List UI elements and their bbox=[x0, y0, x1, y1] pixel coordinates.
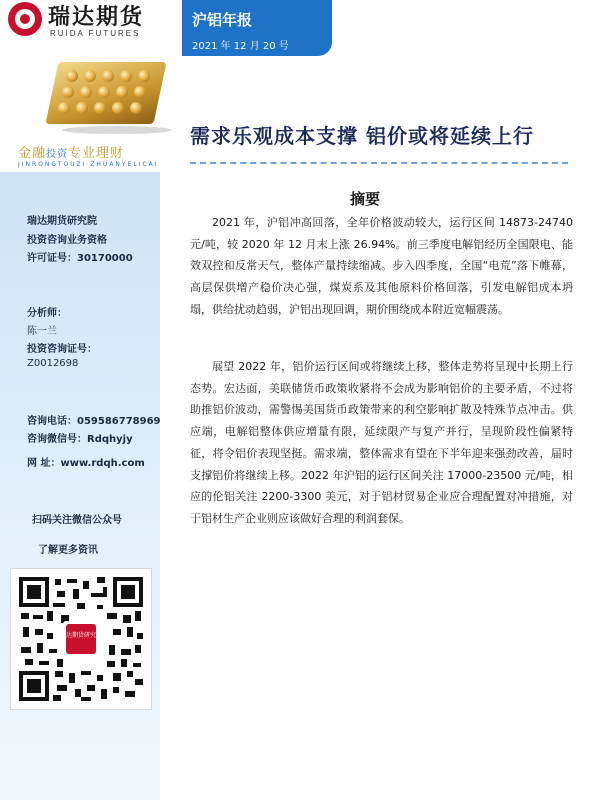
report-date: 2021 年 12 月 20 号 bbox=[192, 41, 289, 52]
section-heading-abstract: 摘要 bbox=[350, 190, 381, 208]
analyst-label: 分析师： bbox=[27, 308, 67, 319]
gold-box-image bbox=[52, 62, 160, 134]
more-info-prompt: 了解更多资讯 bbox=[38, 545, 98, 556]
abstract-paragraph: 2021 年，沪铝冲高回落，全年价格波动较大，运行区间 14873-24740 元/吨，较 2020 年 12 月末上涨 26.94%。前三季度电解铝经历全国限电、能效双控和反常天气，整体产量持续缩减。步入四季度，全国“电荒”落下帷幕，高层保供增产稳价决心强，煤炭系及其他原料价格回落，引发电解铝成本坍塌，供给扰动趋弱，沪铝出现回调，期价围绕成本附近宽幅震荡。 bbox=[190, 216, 573, 316]
slogan-mid: 投资 bbox=[46, 149, 69, 160]
slogan-en: JINRONGTOUZI ZHUANYELICAI bbox=[18, 161, 159, 168]
logo-text-en: RUIDA FUTURES bbox=[50, 29, 141, 38]
info-sidebar bbox=[0, 172, 160, 800]
report-title: 沪铝年报 bbox=[192, 11, 253, 29]
institute-name: 瑞达期货研究院 bbox=[27, 216, 97, 227]
abstract-paragraph: 展望 2022 年，铝价运行区间或将继续上移，整体走势将呈现中长期上行态势。宏达面，美联储货币政策收紧将不会成为影响铝价的主要矛盾，不过将助推铝价波动，需警惕美国货币政策带来的利空影响扩散及特殊节点冲击。供应端，电解铝整体供应增量有限，延续限产与复产并行，呈现阶段性偏紧特征，将令铝价表现坚挺。需求端，整体需求有望在下半年迎来强劲改善，届时支撑铝价将继续上移。2022 年沪铝的运行区间关注 17000-23500 元/吨，相应的伦铝关注 2200-3300 美元，对于铝材贸易企业应合理配置对冲措施，对于铝材生产企业则应该做好合理的利润套保。 bbox=[190, 360, 573, 525]
article-title: 需求乐观成本支撑 铝价或将延续上行 bbox=[190, 124, 534, 148]
company-logo bbox=[0, 0, 175, 52]
license-number: 许可证号：30170000 bbox=[27, 253, 133, 264]
contact-wechat: 咨询微信号：Rdqhyjy bbox=[27, 434, 133, 445]
qr-center-logo: 瑞达期货研究所 bbox=[59, 632, 103, 639]
qr-code[interactable] bbox=[10, 568, 152, 710]
scan-prompt: 扫码关注微信公众号 bbox=[32, 515, 122, 526]
banner-illustration bbox=[0, 60, 170, 172]
title-divider bbox=[190, 162, 568, 164]
slogan-right: 专业理财 bbox=[68, 146, 125, 161]
qr-code-icon bbox=[17, 575, 145, 703]
cert-number: Z0012698 bbox=[27, 358, 79, 369]
logo-icon bbox=[8, 2, 42, 36]
website-link[interactable]: 网 址：www.rdqh.com bbox=[27, 458, 145, 469]
qualification: 投资咨询业务资格 bbox=[27, 235, 107, 246]
slogan bbox=[18, 142, 124, 161]
slogan-left: 金融 bbox=[18, 146, 47, 161]
contact-phone: 咨询电话：059586778969 bbox=[27, 416, 161, 427]
analyst-name: 陈一兰 bbox=[27, 326, 57, 337]
logo-text-cn: 瑞达期货 bbox=[48, 4, 145, 30]
cert-label: 投资咨询证号： bbox=[27, 344, 97, 355]
report-tab bbox=[182, 0, 332, 56]
